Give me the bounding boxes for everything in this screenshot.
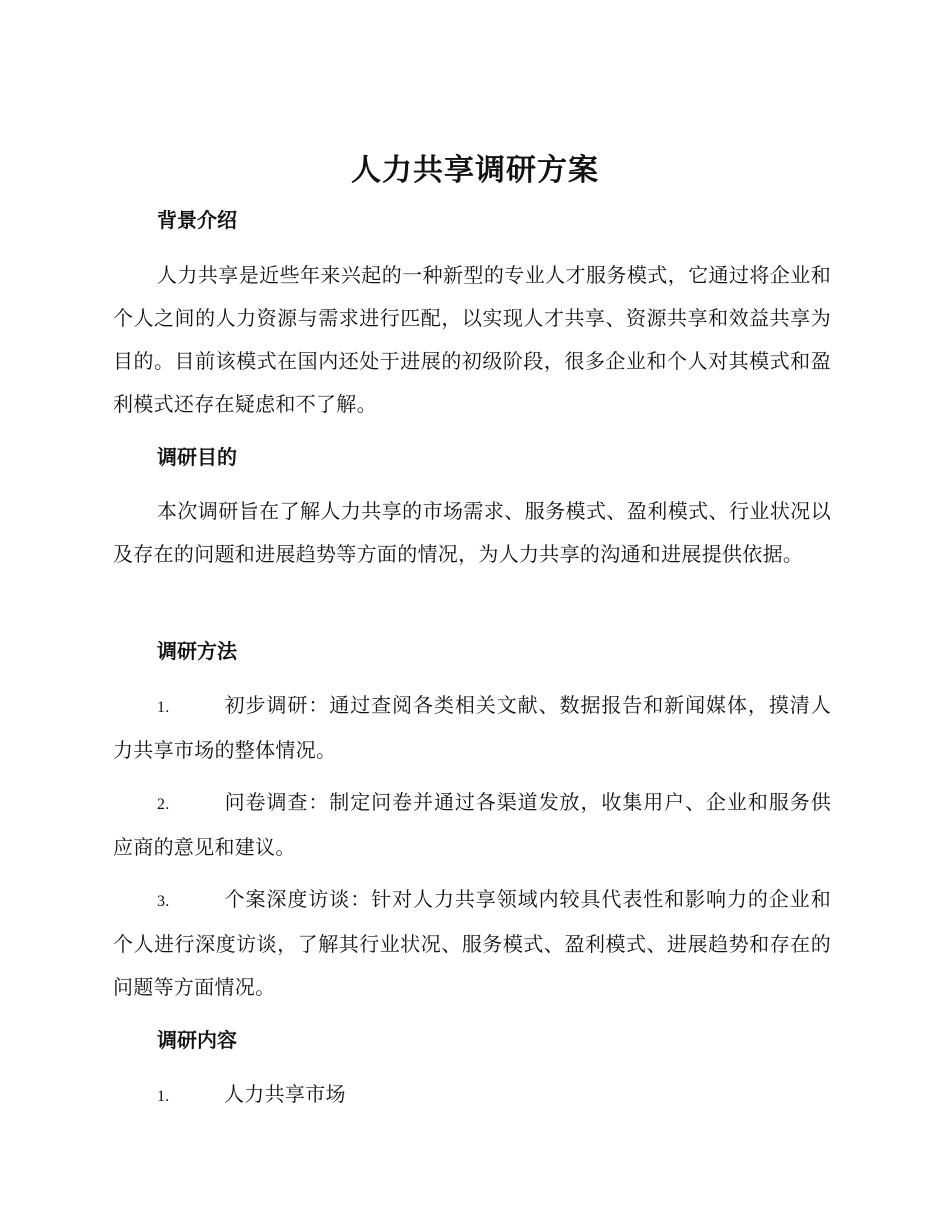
section-heading-content: 调研内容 (157, 1028, 237, 1052)
list-item-text: 人力共享市场 (224, 1082, 346, 1106)
list-item-method-3 (113, 878, 831, 1009)
list-item-method-1 (113, 684, 831, 772)
list-item-text: 问卷调查：制定问卷并通过各渠道发放，收集用户、企业和服务供应商的意见和建议。 (113, 790, 831, 859)
list-item-text: 个案深度访谈：针对人力共享领域内较具代表性和影响力的企业和个人进行深度访谈，了解其行业状况、服务模式、盈利模式、进展趋势和存在的问题等方面情况。 (113, 887, 831, 999)
paragraph-purpose: 本次调研旨在了解人力共享的市场需求、服务模式、盈利模式、行业状况以及存在的问题和进展趋势等方面的情况，为人力共享的沟通和进展提供依据。 (113, 499, 831, 566)
list-item-text: 初步调研：通过查阅各类相关文献、数据报告和新闻媒体，摸清人力共享市场的整体情况。 (113, 693, 831, 762)
list-number: 3. (157, 893, 170, 910)
list-item-method-2 (113, 781, 831, 869)
section-heading-methods: 调研方法 (157, 639, 237, 663)
paragraph-background: 人力共享是近些年来兴起的一种新型的专业人才服务模式，它通过将企业和个人之间的人力资源与需求进行匹配，以实现人才共享、资源共享和效益共享为目的。目前该模式在国内还处于进展的初级阶段，很多企业和个人对其模式和盈利模式还存在疑虑和不了解。 (113, 263, 831, 416)
document-title: 人力共享调研方案 (351, 153, 599, 188)
list-number: 2. (157, 796, 170, 813)
list-number: 1. (157, 699, 170, 716)
list-item-content-1 (113, 1073, 831, 1118)
section-heading-background: 背景介绍 (157, 208, 237, 232)
section-heading-purpose: 调研目的 (157, 445, 237, 469)
list-number: 1. (157, 1088, 170, 1105)
